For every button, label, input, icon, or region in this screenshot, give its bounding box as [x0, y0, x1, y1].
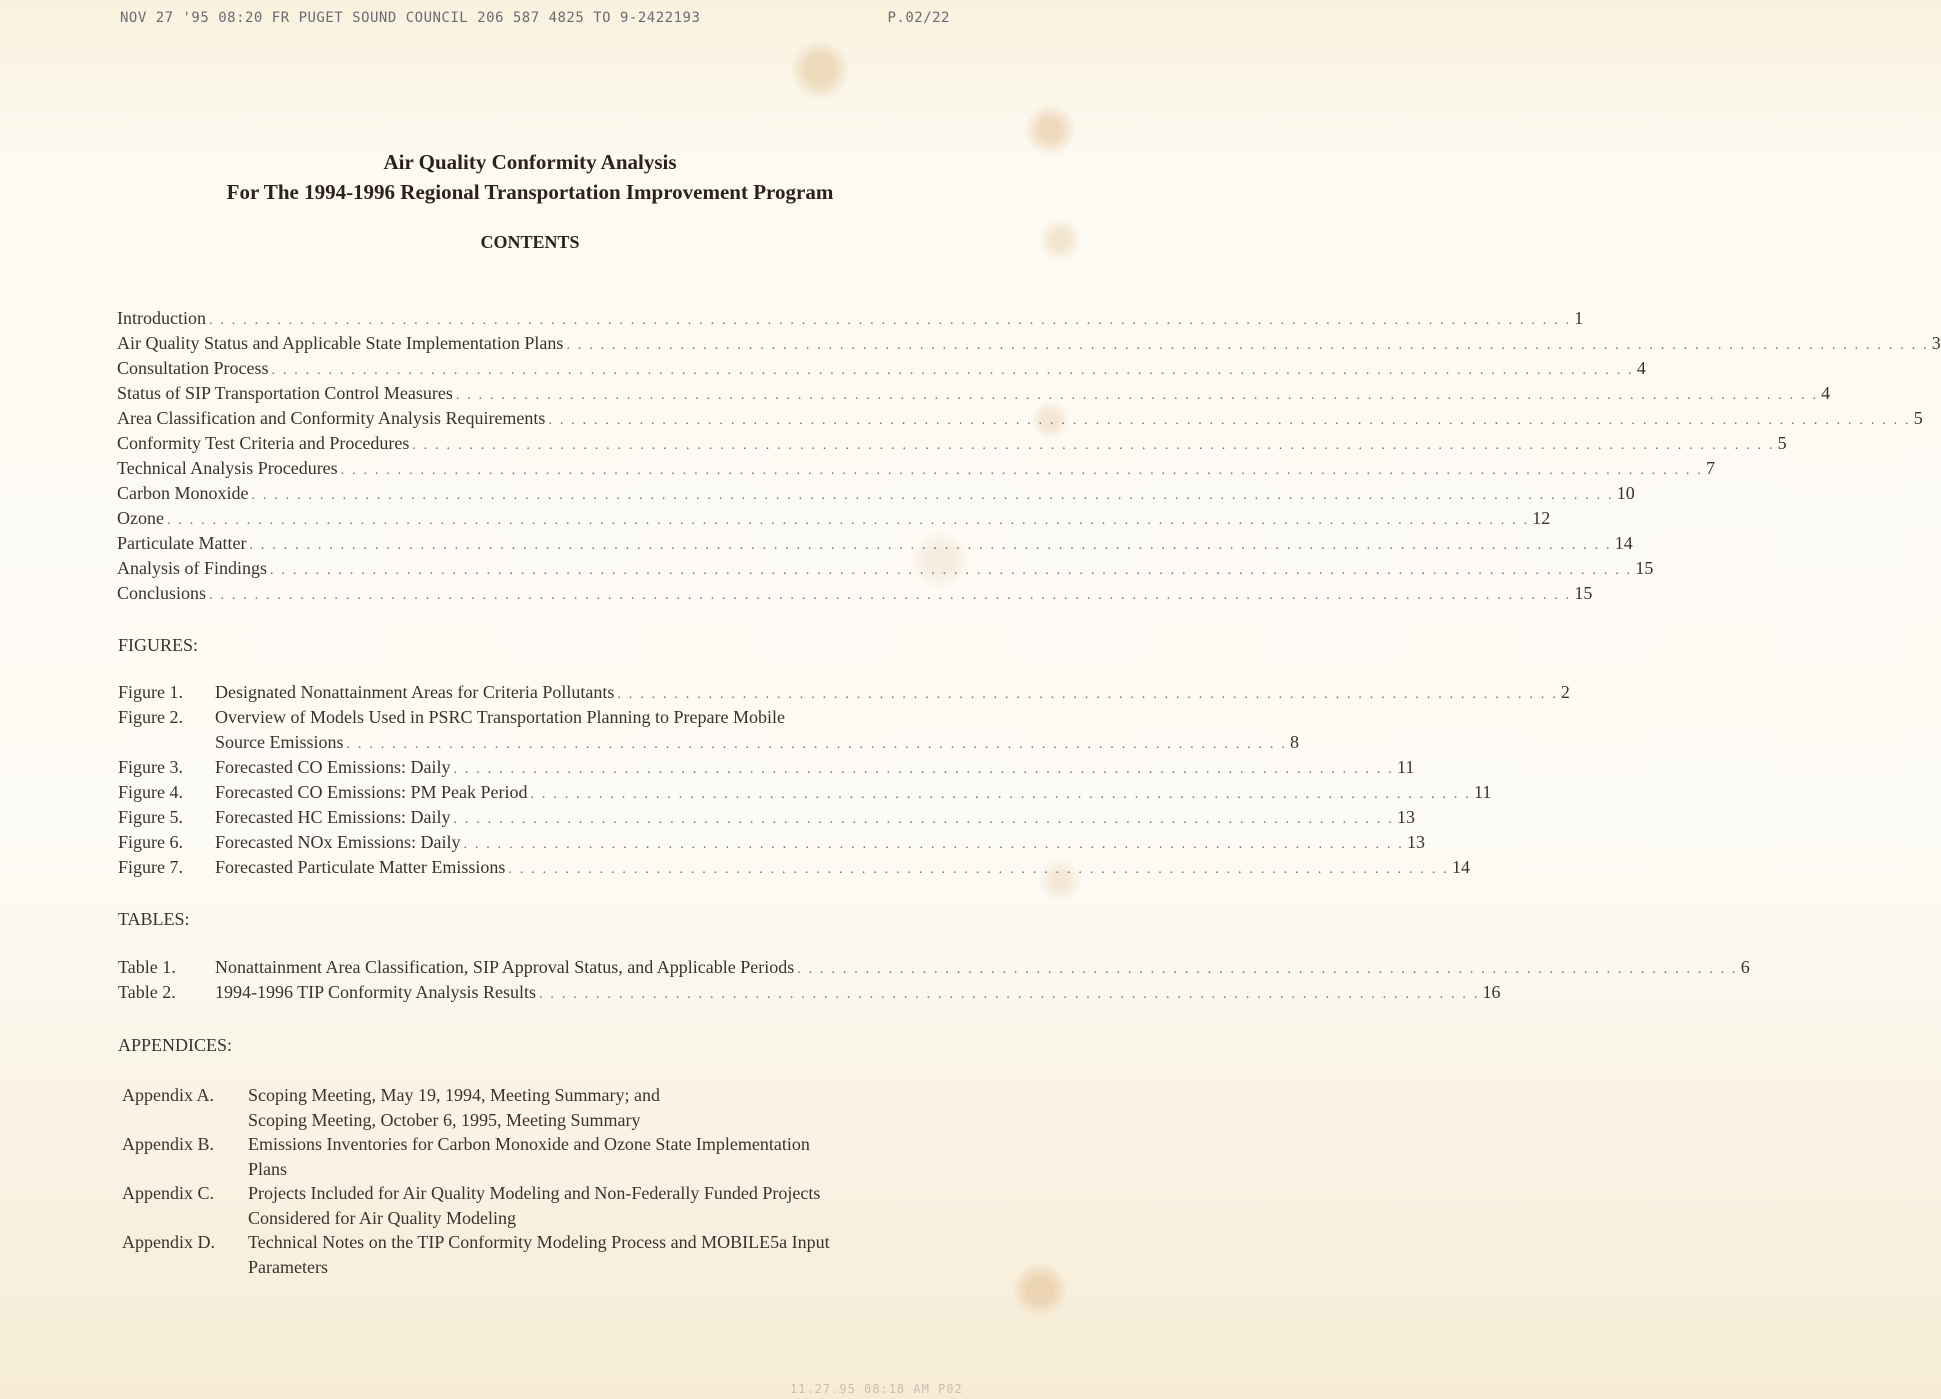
toc-label: Carbon Monoxide — [117, 483, 249, 503]
figure-label: Source Emissions — [215, 732, 344, 752]
document-title: Air Quality Conformity Analysis — [383, 150, 677, 174]
figure-number: Figure 5. — [118, 807, 183, 827]
toc-page: 5 — [1913, 408, 1923, 428]
appendix-line: Technical Notes on the TIP Conformity Modeling Process and MOBILE5a Input — [248, 1232, 830, 1252]
fax-header-page: P.02/22 — [887, 10, 950, 26]
figure-number: Figure 2. — [118, 707, 183, 727]
dot-leader — [566, 338, 1928, 354]
table-number: Table 2. — [118, 982, 176, 1002]
dot-leader — [341, 463, 1703, 479]
appendix-line: Plans — [248, 1158, 288, 1179]
figures-heading: FIGURES: — [118, 635, 199, 655]
figure-page: 14 — [1451, 857, 1470, 877]
appendix-line: Scoping Meeting, May 19, 1994, Meeting Summary; and — [248, 1085, 660, 1105]
dot-leader — [347, 737, 1288, 753]
dot-leader — [539, 987, 1480, 1003]
toc-entry — [117, 308, 1584, 333]
table-label: 1994-1996 TIP Conformity Analysis Results — [215, 982, 537, 1002]
figure-label: Forecasted CO Emissions: Daily — [215, 757, 451, 777]
toc-page: 15 — [1635, 558, 1654, 578]
appendices-heading: APPENDICES: — [118, 1035, 233, 1055]
appendix-entry — [122, 1232, 952, 1281]
dot-leader — [272, 363, 1634, 379]
toc-label: Technical Analysis Procedures — [117, 458, 338, 478]
figures-list — [118, 682, 1570, 882]
toc-label: Area Classification and Conformity Analysis Requirements — [117, 408, 546, 428]
appendix-entry — [122, 1085, 952, 1134]
table-entry — [118, 957, 1750, 982]
dot-leader — [531, 787, 1472, 803]
toc-page: 14 — [1614, 533, 1633, 553]
dot-leader — [167, 513, 1529, 529]
toc-page: 10 — [1616, 483, 1635, 503]
figure-label: Forecasted NOx Emissions: Daily — [215, 832, 461, 852]
figure-page: 2 — [1560, 682, 1570, 702]
toc-entry — [117, 433, 1787, 458]
toc-page: 4 — [1636, 358, 1646, 378]
appendix-line: Projects Included for Air Quality Modeling and Non-Federally Funded Projects — [248, 1183, 821, 1203]
figure-label-line1: Overview of Models Used in PSRC Transportation Planning to Prepare Mobile — [215, 707, 785, 727]
dot-leader — [453, 812, 1394, 828]
figure-number: Figure 3. — [118, 757, 183, 777]
figure-number: Figure 7. — [118, 857, 183, 877]
toc-label: Ozone — [117, 508, 164, 528]
toc-entry — [117, 533, 1633, 558]
toc-page: 1 — [1574, 308, 1584, 328]
table-page: 6 — [1740, 957, 1750, 977]
figure-label: Forecasted CO Emissions: PM Peak Period — [215, 782, 528, 802]
figure-entry — [118, 807, 1415, 832]
toc-label: Air Quality Status and Applicable State Implementation Plans — [117, 333, 564, 353]
appendix-number: Appendix C. — [122, 1183, 214, 1203]
toc-entry — [117, 333, 1941, 358]
fax-footer-stamp: 11.27.95 08:18 AM P02 — [790, 1382, 963, 1396]
toc-label: Status of SIP Transportation Control Measures — [117, 383, 453, 403]
figure-page: 13 — [1406, 832, 1425, 852]
toc-entry — [117, 408, 1923, 433]
appendices-list — [122, 1085, 952, 1281]
document-subtitle: For The 1994-1996 Regional Transportation Improvement Program — [226, 180, 834, 204]
dot-leader — [209, 588, 1571, 604]
toc-label: Particulate Matter — [117, 533, 247, 553]
figure-number: Figure 4. — [118, 782, 183, 802]
figure-page: 8 — [1290, 732, 1299, 752]
toc-page: 15 — [1574, 583, 1593, 603]
tables-heading: TABLES: — [118, 909, 190, 929]
dot-leader — [453, 762, 1394, 778]
figure-page: 11 — [1396, 757, 1415, 777]
toc-entry — [117, 558, 1654, 583]
appendix-line: Emissions Inventories for Carbon Monoxide and Ozone State Implementation — [248, 1134, 810, 1154]
toc-label: Conclusions — [117, 583, 207, 603]
dot-leader — [412, 438, 1774, 454]
dot-leader — [617, 687, 1558, 703]
fax-header — [120, 10, 950, 26]
dot-leader — [249, 538, 1611, 554]
dot-leader — [209, 313, 1571, 329]
appendix-entry — [122, 1183, 952, 1232]
figure-page: 13 — [1396, 807, 1415, 827]
appendix-number: Appendix D. — [122, 1232, 215, 1252]
toc-label: Introduction — [117, 308, 206, 328]
toc-page: 4 — [1821, 383, 1831, 403]
contents-list — [117, 308, 1941, 608]
figure-entry — [118, 832, 1425, 857]
toc-entry — [117, 383, 1831, 408]
toc-entry — [117, 583, 1593, 608]
toc-page: 12 — [1532, 508, 1551, 528]
appendix-entry — [122, 1134, 952, 1183]
dot-leader — [463, 837, 1404, 853]
figure-entry — [118, 682, 1570, 707]
figure-number: Figure 6. — [118, 832, 183, 852]
figure-number: Figure 1. — [118, 682, 183, 702]
appendix-line: Parameters — [248, 1256, 328, 1277]
appendix-number: Appendix A. — [122, 1085, 214, 1105]
toc-label: Consultation Process — [117, 358, 269, 378]
tables-list — [118, 957, 1750, 1007]
table-number: Table 1. — [118, 957, 176, 977]
figure-entry — [118, 857, 1470, 882]
contents-heading: CONTENTS — [480, 232, 580, 252]
toc-page: 3 — [1931, 333, 1941, 353]
table-page: 16 — [1482, 982, 1501, 1002]
table-entry — [118, 982, 1501, 1007]
figure-entry — [118, 707, 1299, 757]
toc-page: 5 — [1777, 433, 1787, 453]
toc-entry — [117, 358, 1646, 383]
figure-page: 11 — [1474, 782, 1492, 802]
figure-entry — [118, 757, 1415, 782]
dot-leader — [270, 563, 1632, 579]
appendix-line: Considered for Air Quality Modeling — [248, 1207, 516, 1228]
table-label: Nonattainment Area Classification, SIP Approval Status, and Applicable Periods — [215, 957, 795, 977]
dot-leader — [548, 413, 1910, 429]
toc-page: 7 — [1706, 458, 1715, 478]
appendix-line: Scoping Meeting, October 6, 1995, Meeting Summary — [248, 1109, 641, 1130]
toc-entry — [117, 508, 1551, 533]
dot-leader — [508, 862, 1449, 878]
toc-entry — [117, 458, 1715, 483]
figure-label: Forecasted Particulate Matter Emissions — [215, 857, 506, 877]
dot-leader — [251, 488, 1613, 504]
toc-label: Conformity Test Criteria and Procedures — [117, 433, 410, 453]
figure-label: Forecasted HC Emissions: Daily — [215, 807, 451, 827]
toc-entry — [117, 483, 1635, 508]
dot-leader — [797, 962, 1738, 978]
figure-label: Designated Nonattainment Areas for Criteria Pollutants — [215, 682, 615, 702]
dot-leader — [456, 388, 1818, 404]
fax-header-sender: NOV 27 '95 08:20 FR PUGET SOUND COUNCIL 206 587 4825 TO 9-2422193 — [120, 10, 701, 26]
toc-label: Analysis of Findings — [117, 558, 268, 578]
figure-entry — [118, 782, 1492, 807]
appendix-number: Appendix B. — [122, 1134, 214, 1154]
